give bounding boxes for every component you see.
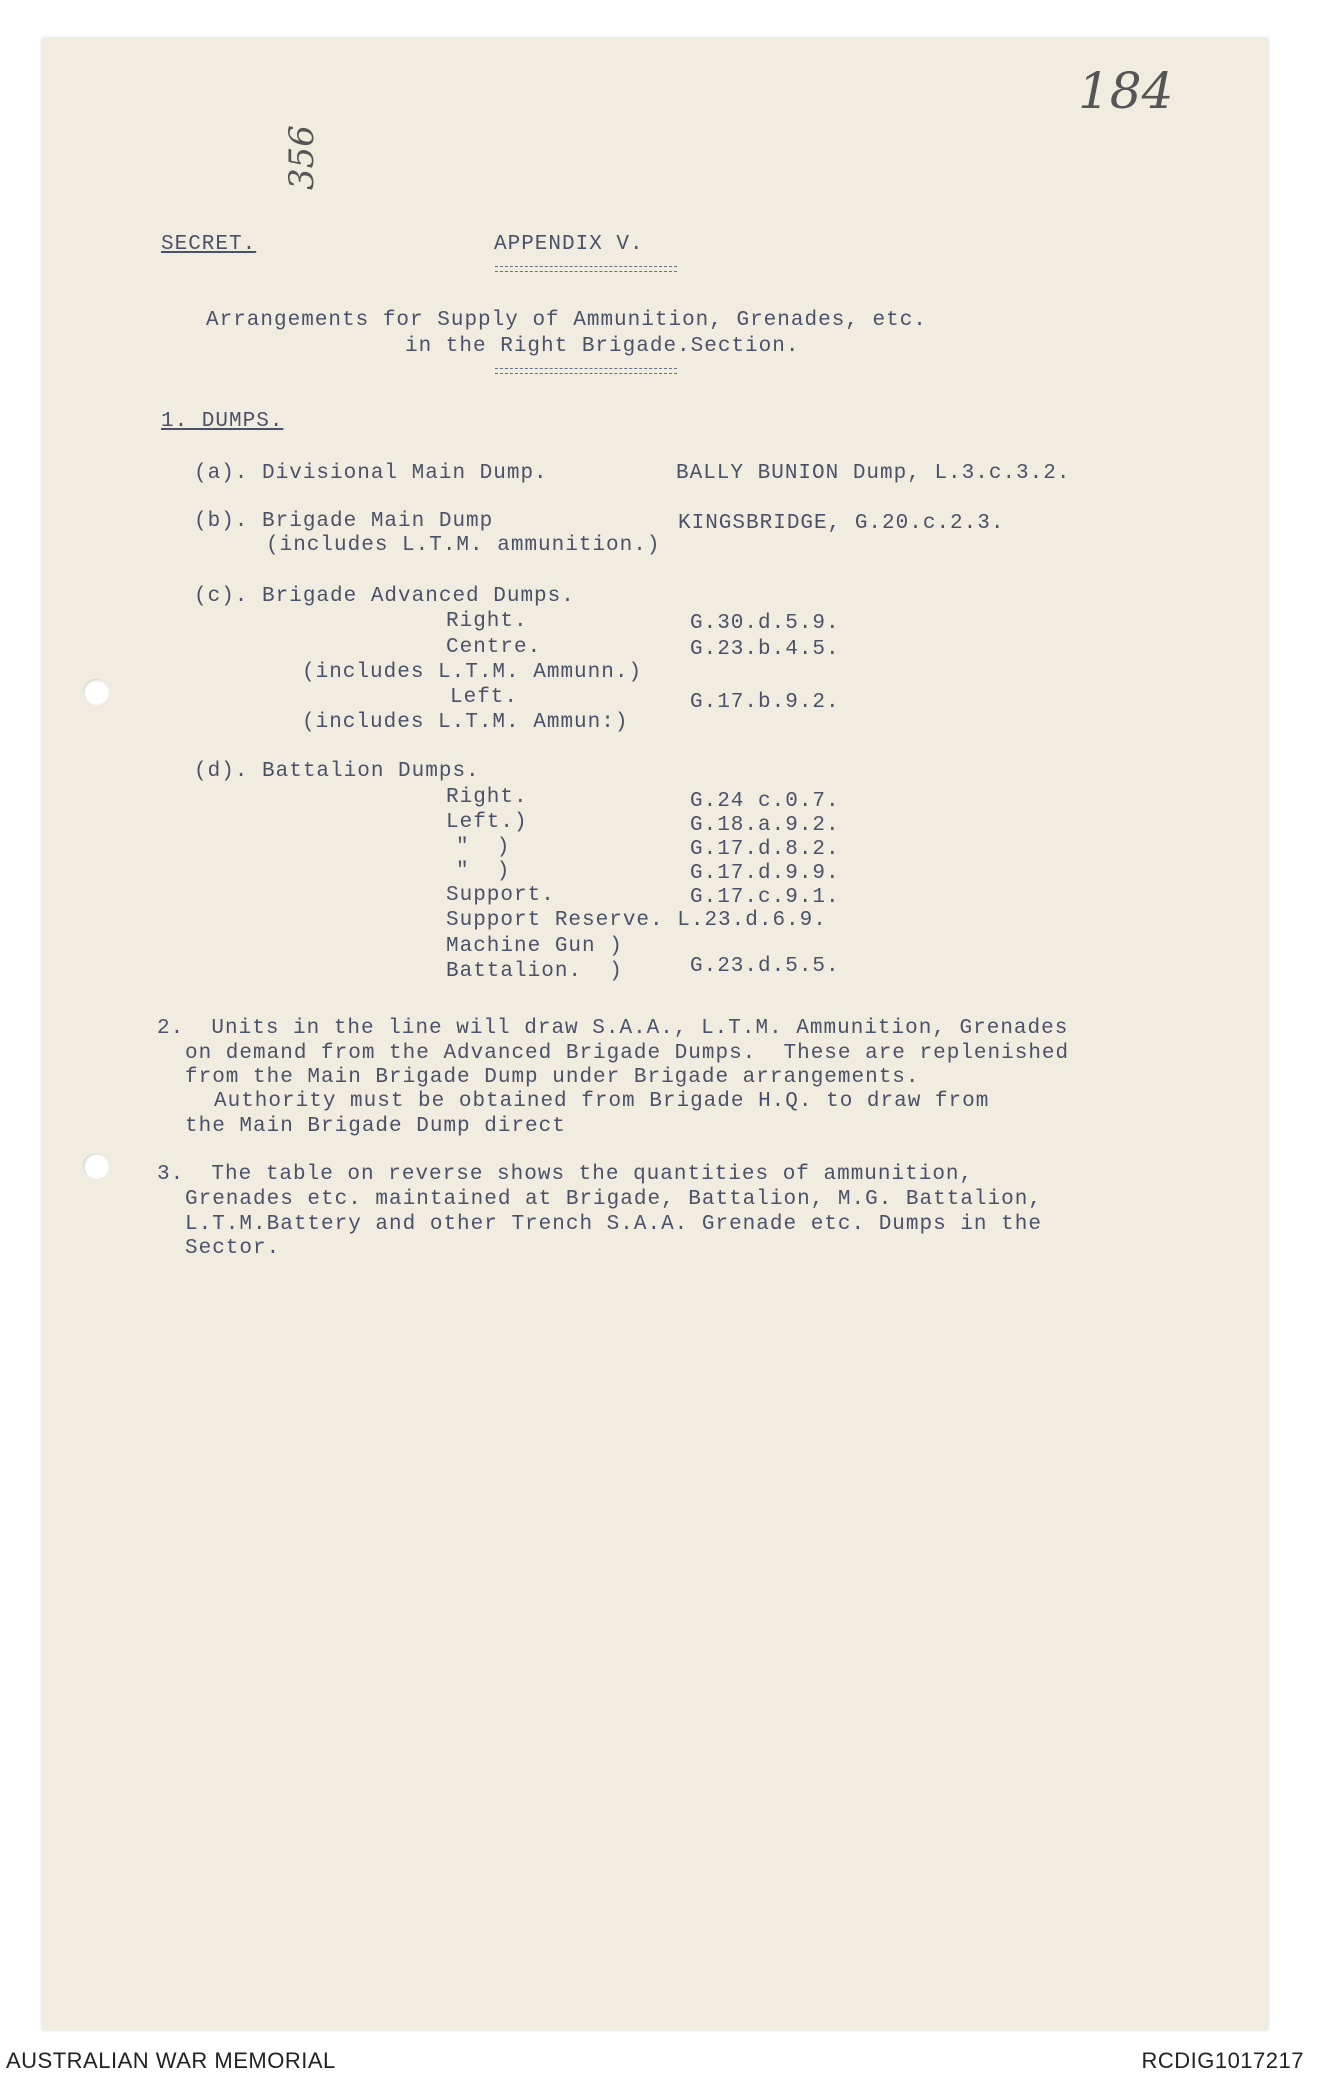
para-3-line-1: 3. The table on reverse shows the quantities of ammunition, <box>157 1163 974 1186</box>
dump-c-label: (c). Brigade Advanced Dumps. <box>194 585 575 608</box>
dump-d-label: (d). Battalion Dumps. <box>194 760 480 783</box>
dump-d-ditto-1-value: G.17.d.8.2. <box>690 838 840 861</box>
dump-d-right-value: G.24 c.0.7. <box>690 790 840 813</box>
dump-d-right-label: Right. <box>446 786 528 809</box>
appendix-underline <box>495 266 677 272</box>
dump-a-label: (a). Divisional Main Dump. <box>194 462 548 485</box>
dump-b-value: KINGSBRIDGE, G.20.c.2.3. <box>678 512 1005 535</box>
dump-c-centre-note: (includes L.T.M. Ammunn.) <box>302 661 643 684</box>
folio-number: 184 <box>1078 62 1174 120</box>
dump-d-support-label: Support. <box>446 884 555 907</box>
record-id: RCDIG1017217 <box>1141 2048 1304 2073</box>
dump-c-right-label: Right. <box>446 610 528 633</box>
para-2-line-5: the Main Brigade Dump direct <box>185 1115 566 1138</box>
title-line-2: in the Right Brigade.Section. <box>405 335 800 358</box>
dump-c-left-value: G.17.b.9.2. <box>690 691 840 714</box>
para-2-line-2: on demand from the Advanced Brigade Dumps. These are replenished <box>185 1042 1070 1065</box>
dump-c-centre-value: G.23.b.4.5. <box>690 638 840 661</box>
dump-d-mg-label-1: Machine Gun ) <box>446 935 623 958</box>
dump-a-value: BALLY BUNION Dump, L.3.c.3.2. <box>676 462 1071 485</box>
dump-d-support-reserve: Support Reserve. L.23.d.6.9. <box>446 909 827 932</box>
punch-hole <box>83 679 109 705</box>
archive-number: 356 <box>282 125 322 190</box>
dump-c-left-note: (includes L.T.M. Ammun:) <box>302 711 629 734</box>
title-line-1: Arrangements for Supply of Ammunition, Grenades, etc. <box>206 309 927 332</box>
dump-c-centre-label: Centre. <box>446 636 542 659</box>
dump-c-left-label: Left. <box>450 686 519 709</box>
dump-b-note: (includes L.T.M. ammunition.) <box>266 534 661 557</box>
secret-marking: SECRET. <box>161 233 257 256</box>
section-1-heading: 1. DUMPS. <box>161 410 284 433</box>
dump-d-support-value: G.17.c.9.1. <box>690 886 840 909</box>
dump-d-left-label: Left.) <box>446 811 528 834</box>
para-2-line-4: Authority must be obtained from Brigade H.Q. to draw from <box>214 1090 990 1113</box>
dump-b-label: (b). Brigade Main Dump <box>194 510 494 533</box>
dump-d-ditto-2-value: G.17.d.9.9. <box>690 862 840 885</box>
para-3-line-2: Grenades etc. maintained at Brigade, Battalion, M.G. Battalion, <box>185 1188 1042 1211</box>
dump-d-mg-label-2: Battalion. ) <box>446 960 623 983</box>
para-3-line-4: Sector. <box>185 1237 281 1260</box>
dump-d-left-value: G.18.a.9.2. <box>690 814 840 837</box>
dump-d-ditto-2-label: " ) <box>456 860 511 883</box>
punch-hole <box>83 1153 109 1179</box>
dump-d-mg-value: G.23.d.5.5. <box>690 955 840 978</box>
para-2-line-3: from the Main Brigade Dump under Brigade arrangements. <box>185 1066 920 1089</box>
para-3-line-3: L.T.M.Battery and other Trench S.A.A. Grenade etc. Dumps in the <box>185 1213 1042 1236</box>
para-2-line-1: 2. Units in the line will draw S.A.A., L.T.M. Ammunition, Grenades <box>157 1017 1069 1040</box>
title-underline <box>495 368 677 374</box>
dump-d-ditto-1-label: " ) <box>456 836 511 859</box>
appendix-heading: APPENDIX V. <box>494 233 644 256</box>
dump-c-right-value: G.30.d.5.9. <box>690 612 840 635</box>
archive-credit: AUSTRALIAN WAR MEMORIAL <box>6 2048 336 2073</box>
